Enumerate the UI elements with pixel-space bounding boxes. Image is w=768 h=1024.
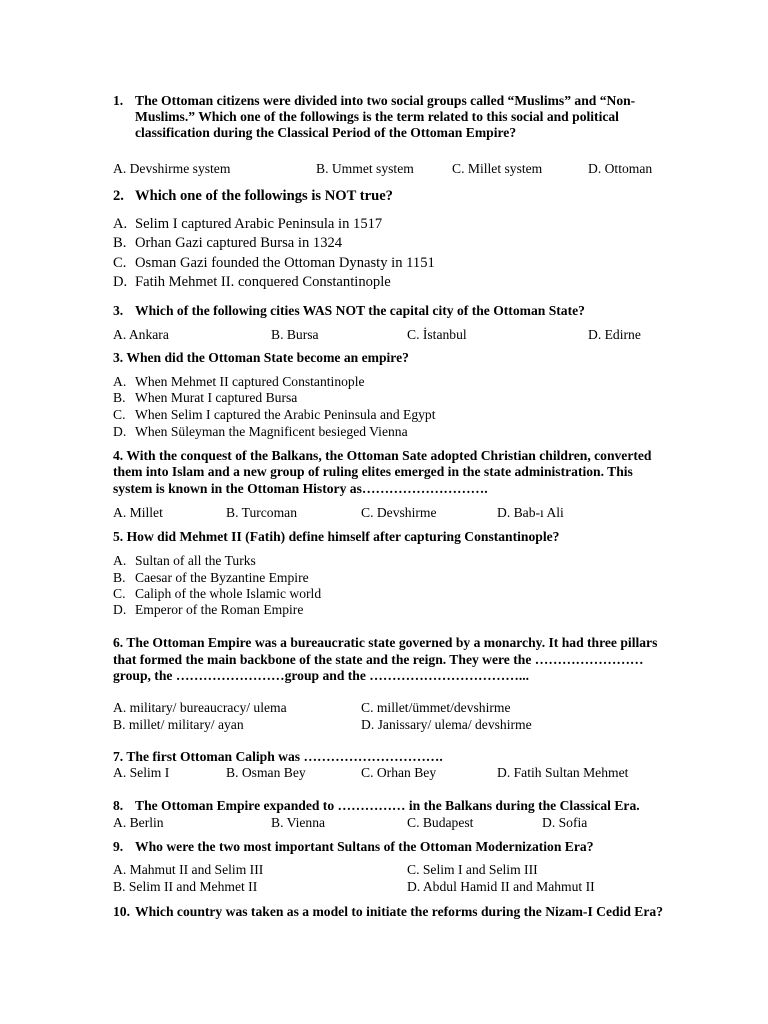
- q3b-option-a: A. When Mehmet II captured Constantinople: [113, 374, 365, 389]
- question-4-line: them into Islam and a new group of ruling elites emerged in the state administration. This: [113, 464, 633, 479]
- q4-option-a: A. Millet: [113, 505, 163, 520]
- question-3: [113, 303, 673, 319]
- q7-option-a: A. Selim I: [113, 765, 170, 780]
- q4-option-c: C. Devshirme: [361, 505, 437, 520]
- q5-option-b: B. Caesar of the Byzantine Empire: [113, 570, 309, 585]
- q5-option-a: A. Sultan of all the Turks: [113, 553, 256, 568]
- question-number: 3.: [113, 303, 124, 318]
- q9-option-d: D. Abdul Hamid II and Mahmut II: [407, 879, 595, 894]
- question-7-text: 7. The first Ottoman Caliph was ………………………….: [113, 749, 443, 764]
- q7-option-c: C. Orhan Bey: [361, 765, 437, 780]
- q2-option-b: B. Orhan Gazi captured Bursa in 1324: [113, 235, 343, 251]
- q3-option-b: B. Bursa: [271, 327, 319, 342]
- q3b-option-b: B. When Murat I captured Bursa: [113, 390, 298, 405]
- q7-option-d: D. Fatih Sultan Mehmet: [497, 765, 629, 780]
- question-6-line: 6. The Ottoman Empire was a bureaucratic state governed by a monarchy. It had three pillars: [113, 635, 658, 650]
- q9-option-b: B. Selim II and Mehmet II: [113, 879, 258, 894]
- q9-option-a: A. Mahmut II and Selim III: [113, 862, 264, 877]
- question-10: [113, 904, 693, 920]
- question-8: [113, 798, 673, 814]
- q6-option-b: B. millet/ military/ ayan: [113, 717, 244, 732]
- question-text: Which one of the followings is NOT true?: [135, 188, 393, 204]
- q1-option-d: D. Ottoman: [588, 161, 653, 176]
- q1-option-b: B. Ummet system: [316, 161, 414, 176]
- q5-option-c: C. Caliph of the whole Islamic world: [113, 586, 322, 601]
- question-1: [113, 93, 658, 141]
- q2-option-c: C. Osman Gazi founded the Ottoman Dynasty in 1151: [113, 255, 435, 271]
- q6-option-c: C. millet/ümmet/devshirme: [361, 700, 511, 715]
- question-text: Which of the following cities WAS NOT the capital city of the Ottoman State?: [135, 303, 585, 318]
- q8-option-d: D. Sofia: [542, 815, 588, 830]
- question-5-text: 5. How did Mehmet II (Fatih) define himself after capturing Constantinople?: [113, 529, 560, 544]
- q3-option-c: C. İstanbul: [407, 327, 467, 342]
- q4-option-d: D. Bab-ı Ali: [497, 505, 564, 520]
- q2-option-a: A. Selim I captured Arabic Peninsula in 1517: [113, 216, 383, 232]
- question-number: 9.: [113, 839, 124, 854]
- q6-option-d: D. Janissary/ ulema/ devshirme: [361, 717, 532, 732]
- question-4-line: system is known in the Ottoman History as……………………….: [113, 481, 488, 496]
- q3-option-d: D. Edirne: [588, 327, 641, 342]
- q8-option-a: A. Berlin: [113, 815, 164, 830]
- q3b-option-d: D. When Süleyman the Magnificent besieged Vienna: [113, 424, 408, 439]
- q1-option-c: C. Millet system: [452, 161, 543, 176]
- q2-option-d: D. Fatih Mehmet II. conquered Constantinople: [113, 274, 391, 290]
- question-number: 8.: [113, 798, 124, 813]
- q9-option-c: C. Selim I and Selim III: [407, 862, 538, 877]
- question-text: The Ottoman Empire expanded to …………… in the Balkans during the Classical Era.: [135, 798, 640, 813]
- question-number: 2.: [113, 188, 124, 204]
- q3b-option-c: C. When Selim I captured the Arabic Peninsula and Egypt: [113, 407, 436, 422]
- question-number: 10.: [113, 904, 130, 919]
- q5-option-d: D. Emperor of the Roman Empire: [113, 602, 304, 617]
- q8-option-b: B. Vienna: [271, 815, 326, 830]
- question-3b-text: 3. When did the Ottoman State become an empire?: [113, 350, 409, 365]
- q7-option-b: B. Osman Bey: [226, 765, 306, 780]
- q8-option-c: C. Budapest: [407, 815, 474, 830]
- question-text: The Ottoman citizens were divided into two social groups called “Muslims” and “Non-Muslims.” Which one of the followings is the term related to this social and political classification during the Classical Period of the Ottoman Empire?: [135, 93, 636, 140]
- q6-option-a: A. military/ bureaucracy/ ulema: [113, 700, 287, 715]
- question-6-line: group, the ……………………group and the ……………………………...: [113, 668, 530, 683]
- question-text: Which country was taken as a model to initiate the reforms during the Nizam-I Cedid Era?: [135, 904, 663, 919]
- question-2: [113, 188, 673, 204]
- question-9: [113, 839, 673, 855]
- q1-option-a: A. Devshirme system: [113, 161, 231, 176]
- question-4-line: 4. With the conquest of the Balkans, the Ottoman Sate adopted Christian children, converted: [113, 448, 652, 463]
- q3-option-a: A. Ankara: [113, 327, 169, 342]
- question-text: Who were the two most important Sultans of the Ottoman Modernization Era?: [135, 839, 594, 854]
- q4-option-b: B. Turcoman: [226, 505, 298, 520]
- question-number: 1.: [113, 93, 124, 108]
- question-6-line: that formed the main backbone of the state and the reign. They were the ……………………: [113, 652, 644, 667]
